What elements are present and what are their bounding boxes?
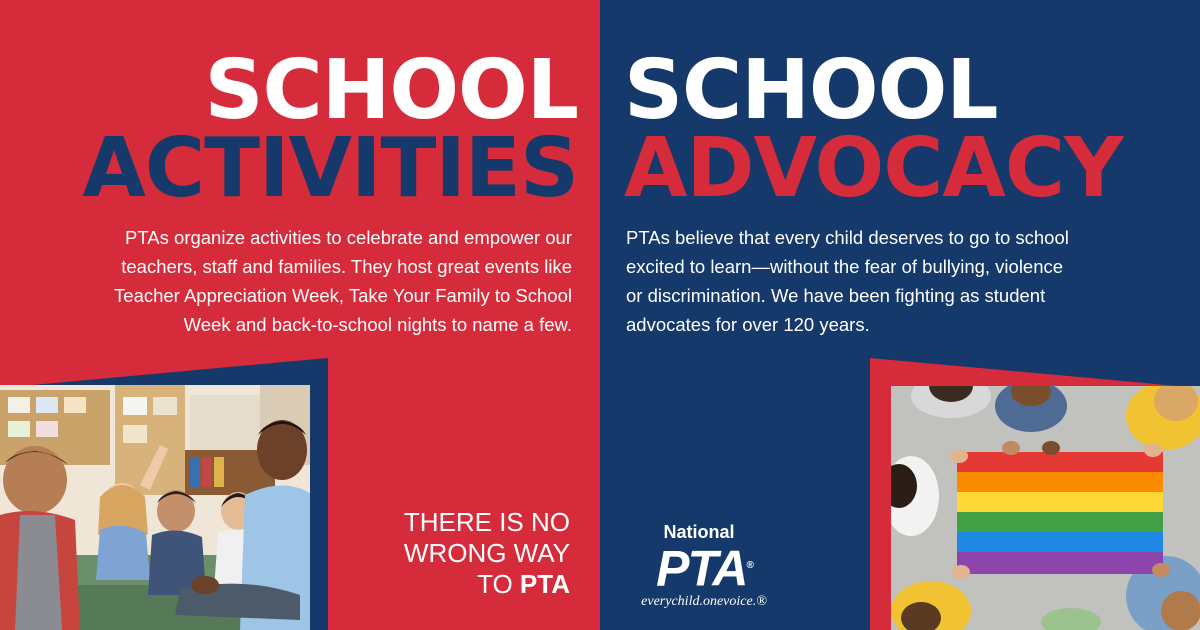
left-body-line: Teacher Appreciation Week, Take Your Family to School: [114, 285, 572, 306]
logo-registered-mark: ®: [746, 560, 752, 571]
left-heading-activities: ACTIVITIES: [82, 121, 578, 216]
left-body-text: [42, 223, 572, 339]
tagline-line: TO: [477, 569, 520, 599]
logo-national: National: [663, 522, 735, 542]
right-body-line: excited to learn—without the fear of bullying, violence: [626, 256, 1064, 277]
logo-pta: [624, 540, 784, 597]
logo-slogan: everychild.onevoice.®: [641, 593, 767, 609]
tagline-pta: PTA: [519, 569, 570, 599]
left-body-line: PTAs organize activities to celebrate and empower our: [125, 227, 572, 248]
right-body-line: or discrimination. We have been fighting as student: [626, 285, 1046, 306]
right-body-text: [626, 223, 1156, 339]
national-pta-logo: [624, 522, 784, 610]
logo-pta-text: PTA: [656, 540, 747, 597]
right-body-line: PTAs believe that every child deserves to go to school: [626, 227, 1069, 248]
left-heading-school: SCHOOL: [204, 43, 578, 138]
tagline-line: WRONG WAY: [403, 538, 570, 568]
tagline: [404, 507, 570, 600]
tagline-line: THERE IS NO: [403, 507, 570, 537]
right-heading-advocacy: ADVOCACY: [624, 121, 1123, 216]
right-heading-school: SCHOOL: [624, 43, 998, 138]
left-body-line: Week and back-to-school nights to name a few.: [183, 314, 572, 335]
classroom-photo: [0, 385, 310, 630]
left-body-line: teachers, staff and families. They host great events like: [121, 256, 572, 277]
rainbow-flag-photo: [891, 386, 1200, 630]
right-body-line: advocates for over 120 years.: [626, 314, 870, 335]
